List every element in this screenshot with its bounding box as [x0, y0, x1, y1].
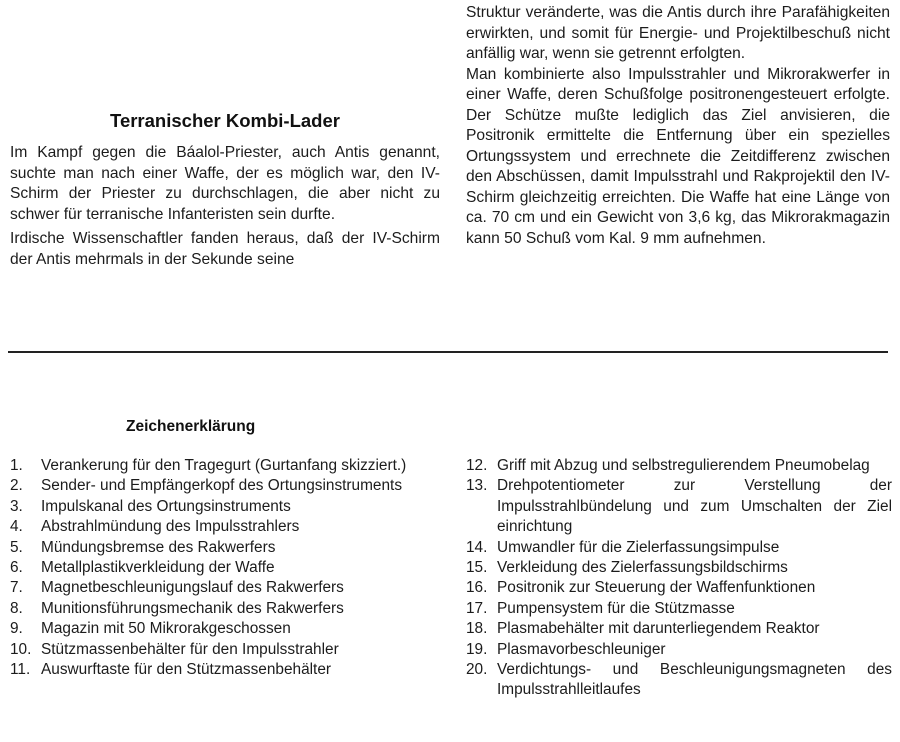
legend-item: [10, 558, 430, 578]
legend-item-number: 10.: [10, 640, 32, 658]
legend-item: [466, 619, 892, 639]
legend-item-text: Auswurftaste für den Stützmassenbehälter: [41, 661, 332, 679]
legend-item: [466, 538, 892, 558]
legend-item: [10, 538, 430, 558]
legend-item: [10, 497, 430, 517]
legend-item-number: 9.: [10, 620, 23, 638]
legend-item-text: Pumpensystem für die Stützmasse: [497, 599, 735, 617]
article-left-column: [10, 110, 440, 270]
legend-item: [466, 599, 892, 619]
legend-item-text: Verkleidung des Zielerfassungsbildschirms: [497, 559, 788, 577]
legend-item-text: Verankerung für den Tragegurt (Gurtanfang skizziert.): [41, 457, 407, 474]
legend-item-number: 5.: [10, 538, 23, 556]
legend-item-number: 20.: [466, 661, 488, 679]
legend-item: [466, 578, 892, 598]
legend-item-text: Impulskanal des Ortungsinstruments: [41, 497, 291, 515]
article-right-column: [466, 3, 890, 249]
legend-item-text: Plasmavorbeschleuniger: [497, 640, 666, 658]
article-paragraph: Irdische Wissenschaftler fanden heraus, daß der IV-Schirm der Antis mehrmals in der Sekunde seine: [10, 230, 440, 268]
legend-item: [10, 640, 430, 660]
legend-item-text: Drehpotentiometer zur Verstellung der Impulsstrahlbündelung und zum Umschalten der Ziel einrichtung: [497, 477, 892, 536]
article-paragraph: Struktur veränderte, was die Antis durch ihre Parafähigkeiten erwirkten, und somit für Energie- und Projektilbeschuß nicht anfällig war, wenn sie getrennt erfolgten.: [466, 4, 890, 62]
legend-item-text: Verdichtungs- und Beschleunigungsmagneten des Impulsstrahlleitlaufes: [497, 661, 892, 699]
legend-item-text: Magazin mit 50 Mikrorakgeschossen: [41, 620, 291, 638]
legend-list-left: [10, 456, 430, 680]
legend-item: [10, 660, 430, 680]
legend-item-number: 2.: [10, 477, 23, 495]
legend-item-number: 3.: [10, 497, 23, 515]
legend-item: [10, 619, 430, 639]
legend-item-number: 19.: [466, 640, 488, 658]
legend-item: [466, 456, 892, 476]
legend-item-text: Umwandler für die Zielerfassungsimpulse: [497, 538, 780, 556]
legend-item-number: 14.: [466, 538, 488, 556]
legend-title: Zeichenerklärung: [126, 418, 256, 435]
legend-item-number: 1.: [10, 457, 23, 474]
legend-item-text: Abstrahlmündung des Impulsstrahlers: [41, 518, 300, 536]
legend-item-text: Magnetbeschleunigungslauf des Rakwerfers: [41, 579, 344, 597]
legend-item-number: 13.: [466, 477, 488, 495]
legend-item-text: Metallplastikverkleidung der Waffe: [41, 559, 275, 577]
legend-item-number: 18.: [466, 620, 488, 638]
article-title: Terranischer Kombi-Lader: [110, 110, 340, 131]
legend-item-number: 17.: [466, 599, 488, 617]
legend-item: [466, 660, 892, 701]
article-paragraph: Man kombinierte also Impulsstrahler und Mikrorakwerfer in einer Waffe, deren Schußfolge positronengesteuert erfolgte. Der Schütze mußte lediglich das Ziel anvisieren, die Positronik ermittelte die Entfernung über ein spezielles Ortungssystem und errechnete die Zeitdifferenz zwischen den Abschüssen, damit Impulsstrahl und Rakprojektil den IV-Schirm gleichzeitig erreichten. Die Waffe hat eine Länge von ca. 70 cm und ein Gewicht von 3,6 kg, das Mikrorakmagazin kann 50 Schuß vom Kal. 9 mm aufnehmen.: [466, 65, 890, 247]
legend-item-number: 15.: [466, 559, 488, 577]
legend-item-text: Munitionsführungsmechanik des Rakwerfers: [41, 599, 344, 617]
legend-item-text: Plasmabehälter mit darunterliegendem Reaktor: [497, 620, 820, 638]
section-divider: [8, 351, 888, 353]
legend-item-text: Stützmassenbehälter für den Impulsstrahler: [41, 640, 339, 658]
legend-item-number: 6.: [10, 559, 23, 577]
legend-item: [10, 456, 430, 476]
legend-item: [10, 578, 430, 598]
legend-item-number: 16.: [466, 579, 488, 597]
legend-item-number: 8.: [10, 599, 23, 617]
legend-item: [466, 640, 892, 660]
legend-item: [466, 476, 892, 537]
legend-item-number: 12.: [466, 457, 488, 474]
legend-item-text: Sender- und Empfängerkopf des Ortungsinstruments: [41, 477, 403, 495]
legend-item-text: Mündungsbremse des Rakwerfers: [41, 538, 276, 556]
legend-item-text: Positronik zur Steuerung der Waffenfunktionen: [497, 579, 816, 597]
article-paragraph: Im Kampf gegen die Báalol-Priester, auch Antis genannt, suchte man nach einer Waffe, der es möglich war, den IV-Schirm der Priester zu durchschlagen, die aber nicht zu schwer für terranische Infanteristen sein durfte.: [10, 144, 440, 223]
legend-item-number: 7.: [10, 579, 23, 597]
legend-item-number: 11.: [10, 661, 31, 679]
legend-item: [10, 517, 430, 537]
legend-item: [466, 558, 892, 578]
legend-item: [10, 476, 430, 496]
legend-item: [10, 599, 430, 619]
legend-item-number: 4.: [10, 518, 23, 536]
legend-list-right: [466, 456, 892, 701]
legend-item-text: Griff mit Abzug und selbstregulierendem Pneumobelag: [497, 457, 870, 474]
